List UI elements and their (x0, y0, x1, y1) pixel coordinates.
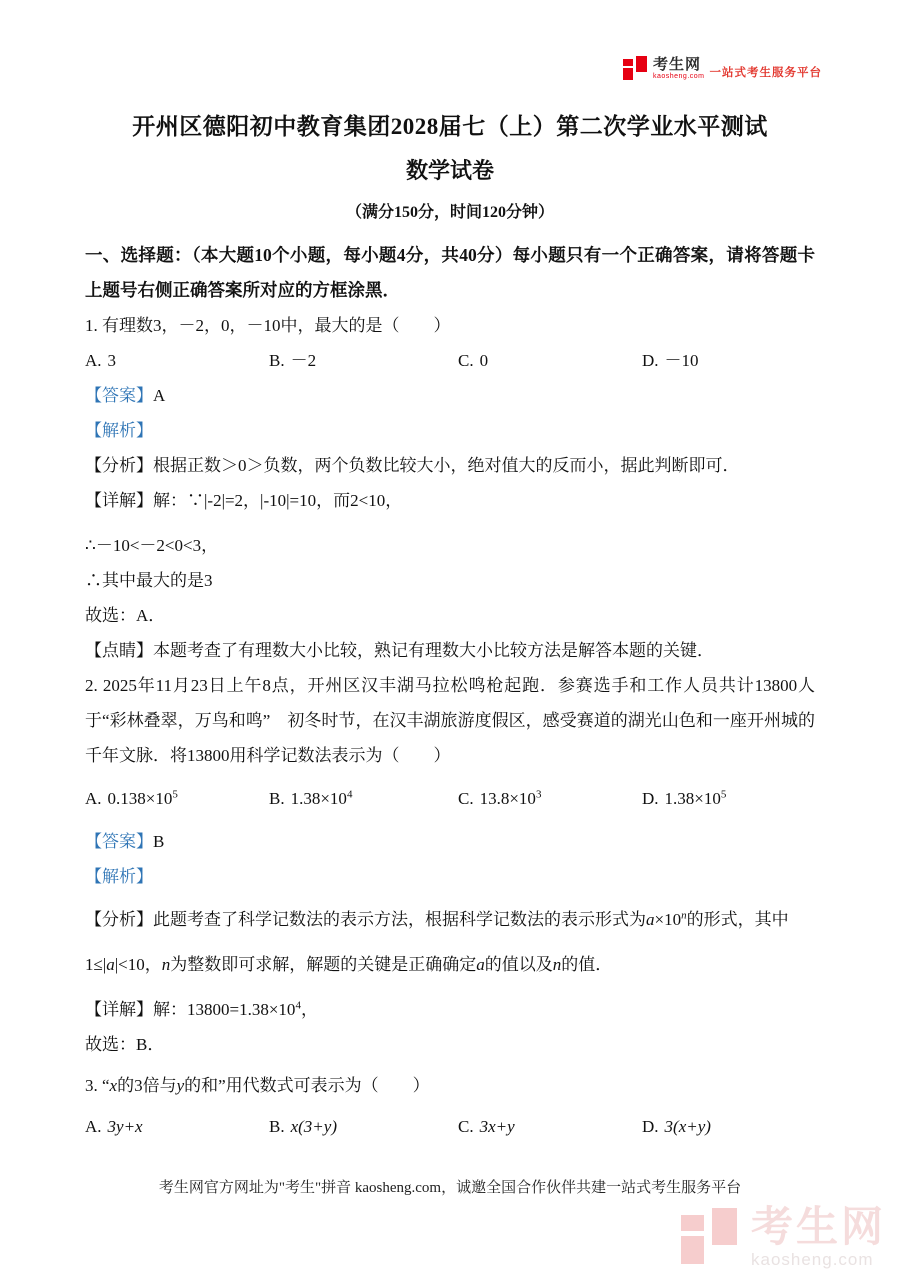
q2-analysis-line1: 【分析】此题考查了科学记数法的表示方法，根据科学记数法的表示形式为$a\times 10^n$的形式，其中 (85, 909, 789, 929)
brand-tagline: 一站式考生服务平台 (709, 67, 822, 79)
q3-option-c: C. 3x+y (458, 1117, 515, 1136)
brand-domain: kaosheng.com (652, 73, 705, 80)
q2-option-c: C. $13.8\times 10^3$ (458, 788, 542, 808)
exam-meta: （满分150分，时间120分钟） (345, 204, 554, 221)
q1-option-a: A. 3 (85, 351, 117, 370)
analysis-label: 【解析】 (85, 867, 153, 886)
brand-name: 考生网 (652, 56, 701, 73)
q1-conclusion-1: ∴－10<－2<0<3， (85, 536, 219, 555)
q1-conclusion-2: ∴其中最大的是3 (85, 571, 213, 590)
q3-option-b: B. x(3+y) (269, 1117, 337, 1136)
answer-label: 【答案】 (85, 832, 153, 851)
q1-option-c: C. 0 (458, 351, 489, 370)
q1-choice: 故选：A． (85, 606, 166, 625)
q2-option-a: A. $0.138\times 10^5$ (85, 788, 178, 808)
q2-analysis-line2: 1≤|a|<10，n为整数即可求解，解题的关键是正确确定a的值以及n的值． (85, 955, 613, 974)
watermark-name: 考生网 (750, 1203, 886, 1250)
q1-stem: 1. 有理数3，－2，0，－10中，最大的是（ ） (85, 316, 451, 335)
q3-option-d: D. 3(x+y) (642, 1117, 711, 1136)
q1-detail: 【详解】解：∵|-2|=2，|-10|=10，而2<10， (85, 491, 403, 510)
kaosheng-logo-icon (623, 56, 648, 81)
watermark-text-block (750, 1203, 886, 1269)
q1-option-b: B. －2 (269, 351, 317, 370)
section-heading: 一、选择题：（本大题10个小题，每小题4分，共40分）每小题只有一个正确答案，请将答题卡上题号右侧正确答案所对应的方框涂黑． (85, 245, 815, 300)
q2-choice: 故选：B． (85, 1035, 165, 1054)
document-title: 开州区德阳初中教育集团2028届七（上）第二次学业水平测试 (132, 114, 768, 139)
q2-options (85, 781, 815, 816)
q2-option-b: B. $1.38\times 10^4$ (269, 788, 353, 808)
q3-stem: 3. “x的3倍与y的和”用代数式可表示为（ ） (85, 1076, 430, 1095)
q1-analysis: 【分析】根据正数＞0＞负数，两个负数比较大小，绝对值大的反而小，据此判断即可． (85, 456, 740, 475)
q3-options (85, 1109, 815, 1144)
q2-option-d: D. $1.38\times 10^5$ (642, 788, 727, 808)
kaosheng-logo (623, 56, 822, 81)
q1-answer: 【答案】A (85, 386, 166, 405)
q1-analysis-header (85, 413, 815, 448)
kaosheng-watermark (681, 1203, 886, 1269)
analysis-label: 【解析】 (85, 421, 153, 440)
q3-option-a: A. 3y+x (85, 1117, 143, 1136)
watermark-domain: kaosheng.com (750, 1250, 874, 1269)
q1-options (85, 343, 815, 378)
brand-text-block (653, 57, 705, 80)
q2-analysis-header (85, 859, 815, 894)
q2-answer: 【答案】B (85, 832, 165, 851)
footer-note: 考生网官方网址为"考生"拼音 kaosheng.com，诚邀全国合作伙伴共建一站式考生服务平台 (158, 1180, 742, 1196)
document-subtitle: 数学试卷 (405, 158, 494, 183)
document-body (85, 238, 815, 1144)
q2-stem: 2. 2025年11月23日上午8点，开州区汉丰湖马拉松鸣枪起跑．参赛选手和工作人员共计13800人于“彩林叠翠，万鸟和鸣” 初冬时节，在汉丰湖旅游度假区，感受赛道的湖光山色和一座开州城的千年文脉．将13800用科学记数法表示为（ ） (85, 676, 815, 765)
q2-detail: 【详解】解：$13800=1.38\times 10^4$， (85, 999, 318, 1019)
answer-label: 【答案】 (85, 386, 153, 405)
q1-note: 【点睛】本题考查了有理数大小比较，熟记有理数大小比较方法是解答本题的关键． (85, 641, 714, 660)
q1-option-d: D. －10 (642, 351, 699, 370)
kaosheng-watermark-icon (681, 1208, 739, 1266)
